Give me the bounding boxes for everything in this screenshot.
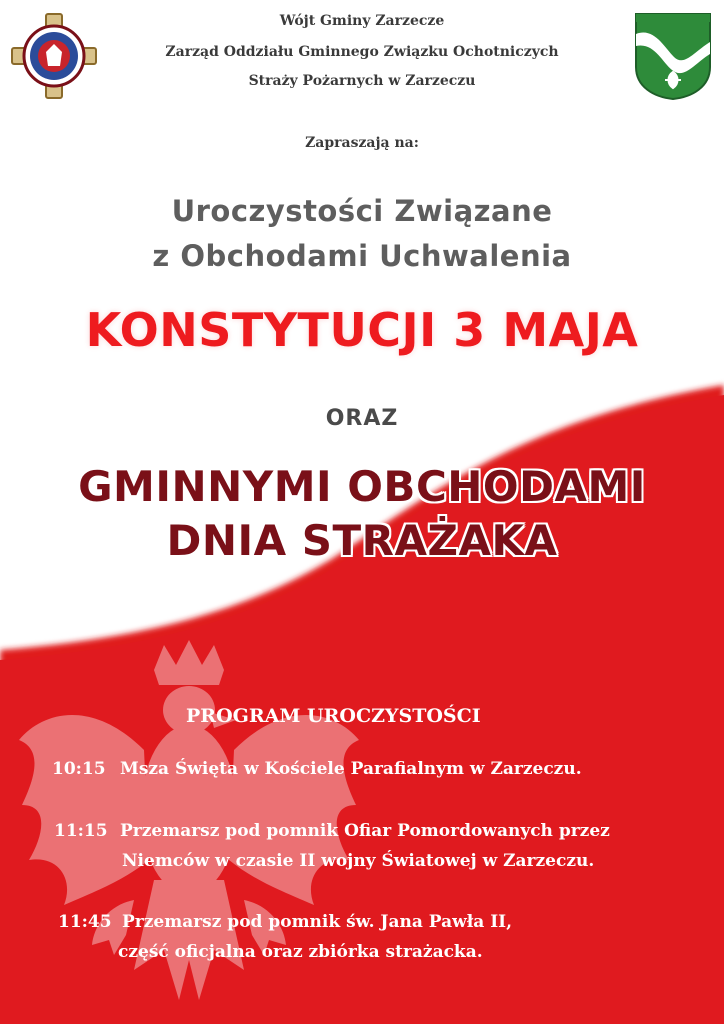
invitation-text: Zapraszają na: xyxy=(305,135,419,151)
organizer-line-3: Straży Pożarnych w Zarzeczu xyxy=(248,73,476,89)
program-time-3: 11:45 xyxy=(58,912,112,932)
program-item-1-line-1: Msza Święta w Kościele Parafialnym w Zarzeczu. xyxy=(120,759,582,779)
title-line-1: Uroczystości Związane xyxy=(171,194,553,228)
program-heading: PROGRAM UROCZYSTOŚCI xyxy=(186,705,481,727)
constitution-headline: KONSTYTUCJI 3 MAJA xyxy=(85,303,639,357)
fire-brigade-emblem-icon xyxy=(10,12,98,100)
title-line-2: z Obchodami Uchwalenia xyxy=(152,239,572,273)
organizer-line-1: Wójt Gminy Zarzecze xyxy=(279,13,445,29)
program-item-3-line-2: część oficjalna oraz zbiórka strażacka. xyxy=(118,942,483,962)
program-item-3-line-1: Przemarsz pod pomnik św. Jana Pawła II, xyxy=(122,912,513,932)
organizer-line-2: Zarząd Oddziału Gminnego Związku Ochotniczych xyxy=(165,44,559,60)
firefighter-day-headline-1: GMINNYMI OBCHODAMI xyxy=(78,462,646,511)
connector-text: ORAZ xyxy=(325,406,399,431)
program-time-1: 10:15 xyxy=(52,759,106,779)
program-time-2: 11:15 xyxy=(54,821,108,841)
program-item-2-line-2: Niemców w czasie II wojny Światowej w Zarzeczu. xyxy=(122,851,595,871)
coat-of-arms-icon xyxy=(634,12,712,100)
firefighter-day-headline-2: DNIA STRAŻAKA xyxy=(166,516,558,565)
program-item-2-line-1: Przemarsz pod pomnik Ofiar Pomordowanych przez xyxy=(120,821,610,841)
